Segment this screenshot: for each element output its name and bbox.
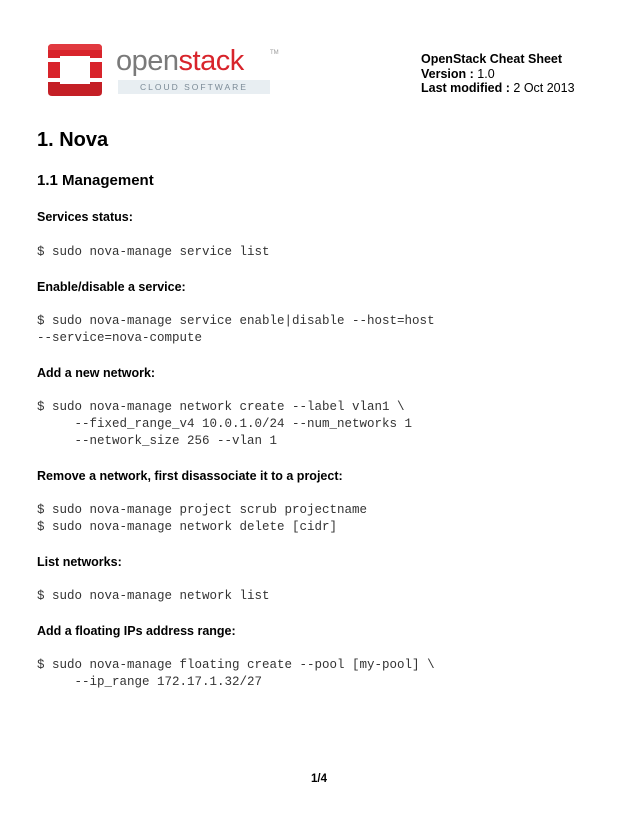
item-label-list-networks: List networks: bbox=[37, 555, 122, 569]
item-label-services-status: Services status: bbox=[37, 210, 133, 224]
logo-tagline: CLOUD SOFTWARE bbox=[118, 80, 270, 94]
logo-wordmark: openstack bbox=[116, 45, 244, 77]
subsection-title: 1.1 Management bbox=[37, 172, 154, 189]
document-info bbox=[421, 52, 575, 96]
code-block-floating-ips: $ sudo nova-manage floating create --pool [my-pool] \ --ip_range 172.17.1.32/27 bbox=[37, 658, 435, 689]
logo-trademark: TM bbox=[270, 50, 279, 56]
item-label-enable-disable: Enable/disable a service: bbox=[37, 280, 186, 294]
code-block-enable-disable: $ sudo nova-manage service enable|disable --host=host --service=nova-compute bbox=[37, 314, 435, 345]
version-line: Version : 1.0 bbox=[421, 66, 495, 81]
document-title: OpenStack Cheat Sheet bbox=[421, 52, 563, 66]
openstack-logo-icon bbox=[44, 42, 106, 98]
item-label-remove-network: Remove a network, first disassociate it to a project: bbox=[37, 469, 343, 483]
modified-line: Last modified : 2 Oct 2013 bbox=[421, 81, 575, 95]
openstack-logo bbox=[44, 42, 279, 100]
item-label-floating-ips: Add a floating IPs address range: bbox=[37, 624, 236, 638]
section-title: 1. Nova bbox=[37, 129, 109, 151]
code-block-services-status: $ sudo nova-manage service list bbox=[37, 245, 270, 259]
page-number: 1/4 bbox=[311, 773, 327, 785]
item-label-add-network: Add a new network: bbox=[37, 366, 156, 380]
code-block-add-network: $ sudo nova-manage network create --label vlan1 \ --fixed_range_v4 10.0.1.0/24 --num_networks 1 --network_size 256 --vlan 1 bbox=[37, 400, 413, 448]
code-block-list-networks: $ sudo nova-manage network list bbox=[37, 589, 270, 603]
code-block-remove-network: $ sudo nova-manage project scrub projectname $ sudo nova-manage network delete [cidr] bbox=[37, 503, 368, 534]
